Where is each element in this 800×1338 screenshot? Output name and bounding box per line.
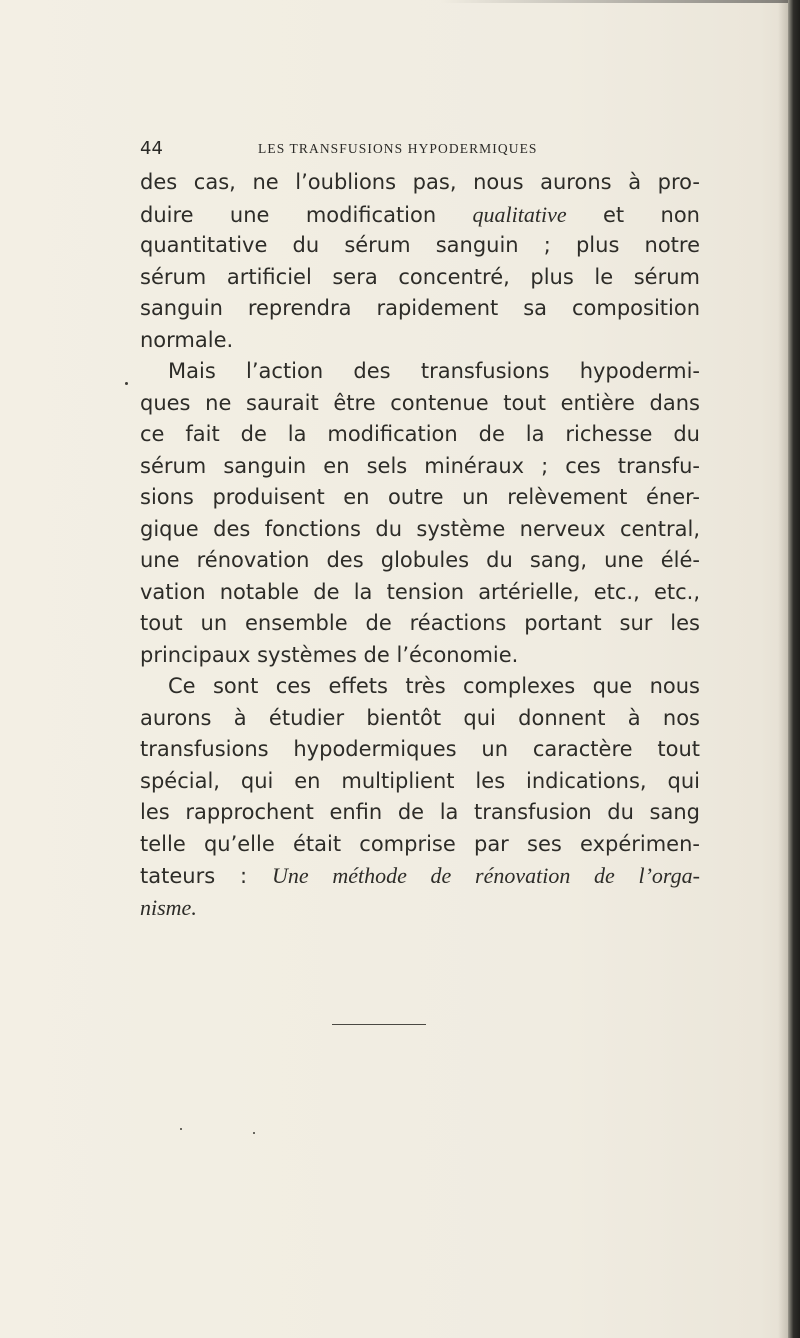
page-number: 44: [140, 138, 163, 159]
italic-phrase: nisme.: [140, 894, 197, 920]
text-line: vation notable de la tension artérielle, etc., etc.,: [140, 579, 700, 604]
paper-speck: [253, 1132, 255, 1134]
text-line: les rapprochent enfin de la transfusion du sang: [140, 800, 700, 824]
paper-speck: [180, 1128, 182, 1130]
text-run: et non: [566, 202, 700, 227]
italic-term: qualitative: [472, 201, 567, 227]
text-line: quantitative du sérum sanguin ; plus notre: [140, 233, 700, 257]
page-header: [140, 138, 720, 162]
end-rule: [332, 1024, 426, 1025]
binding-shadow: [778, 0, 788, 1338]
text-line: [140, 892, 700, 924]
text-line: ce fait de la modification de la richesse du: [140, 422, 700, 446]
text-line: transfusions hypodermiques un caractère tout: [140, 737, 700, 761]
text-line: Ce sont ces effets très complexes que nous: [168, 674, 700, 698]
text-line: sions produisent en outre un relèvement éner-: [140, 485, 700, 509]
text-line: Mais l’action des transfusions hypodermi-: [168, 359, 700, 383]
running-title: LES TRANSFUSIONS HYPODERMIQUES: [258, 141, 538, 156]
text-line: aurons à étudier bientôt qui donnent à nos: [140, 705, 700, 730]
text-line: [140, 860, 700, 892]
text-line: [140, 199, 700, 231]
paper-speck: [125, 382, 128, 385]
text-line: sérum artificiel sera concentré, plus le sérum: [140, 264, 700, 289]
text-line: telle qu’elle était comprise par ses expérimen-: [140, 831, 700, 856]
text-run: tateurs :: [140, 864, 272, 888]
page-top-edge: [0, 0, 800, 3]
text-line: des cas, ne l’oublions pas, nous aurons à pro-: [140, 170, 700, 194]
body-text: [140, 167, 700, 923]
text-line: sérum sanguin en sels minéraux ; ces transfu-: [140, 453, 700, 478]
text-line: ques ne saurait être contenue tout entière dans: [140, 390, 700, 415]
text-run: duire une modification: [140, 202, 473, 227]
book-binding-edge: [788, 0, 800, 1338]
text-line: spécial, qui en multiplient les indications, qui: [140, 768, 700, 793]
text-line: une rénovation des globules du sang, une élé-: [140, 548, 700, 572]
text-line: gique des fonctions du système nerveux central,: [140, 516, 700, 541]
text-line: normale.: [140, 327, 234, 352]
text-line: sanguin reprendra rapidement sa composition: [140, 296, 700, 320]
italic-phrase: Une méthode de rénovation de l’orga-: [271, 863, 700, 888]
text-line: tout un ensemble de réactions portant sur les: [140, 611, 700, 635]
text-line: principaux systèmes de l’économie.: [140, 642, 519, 667]
